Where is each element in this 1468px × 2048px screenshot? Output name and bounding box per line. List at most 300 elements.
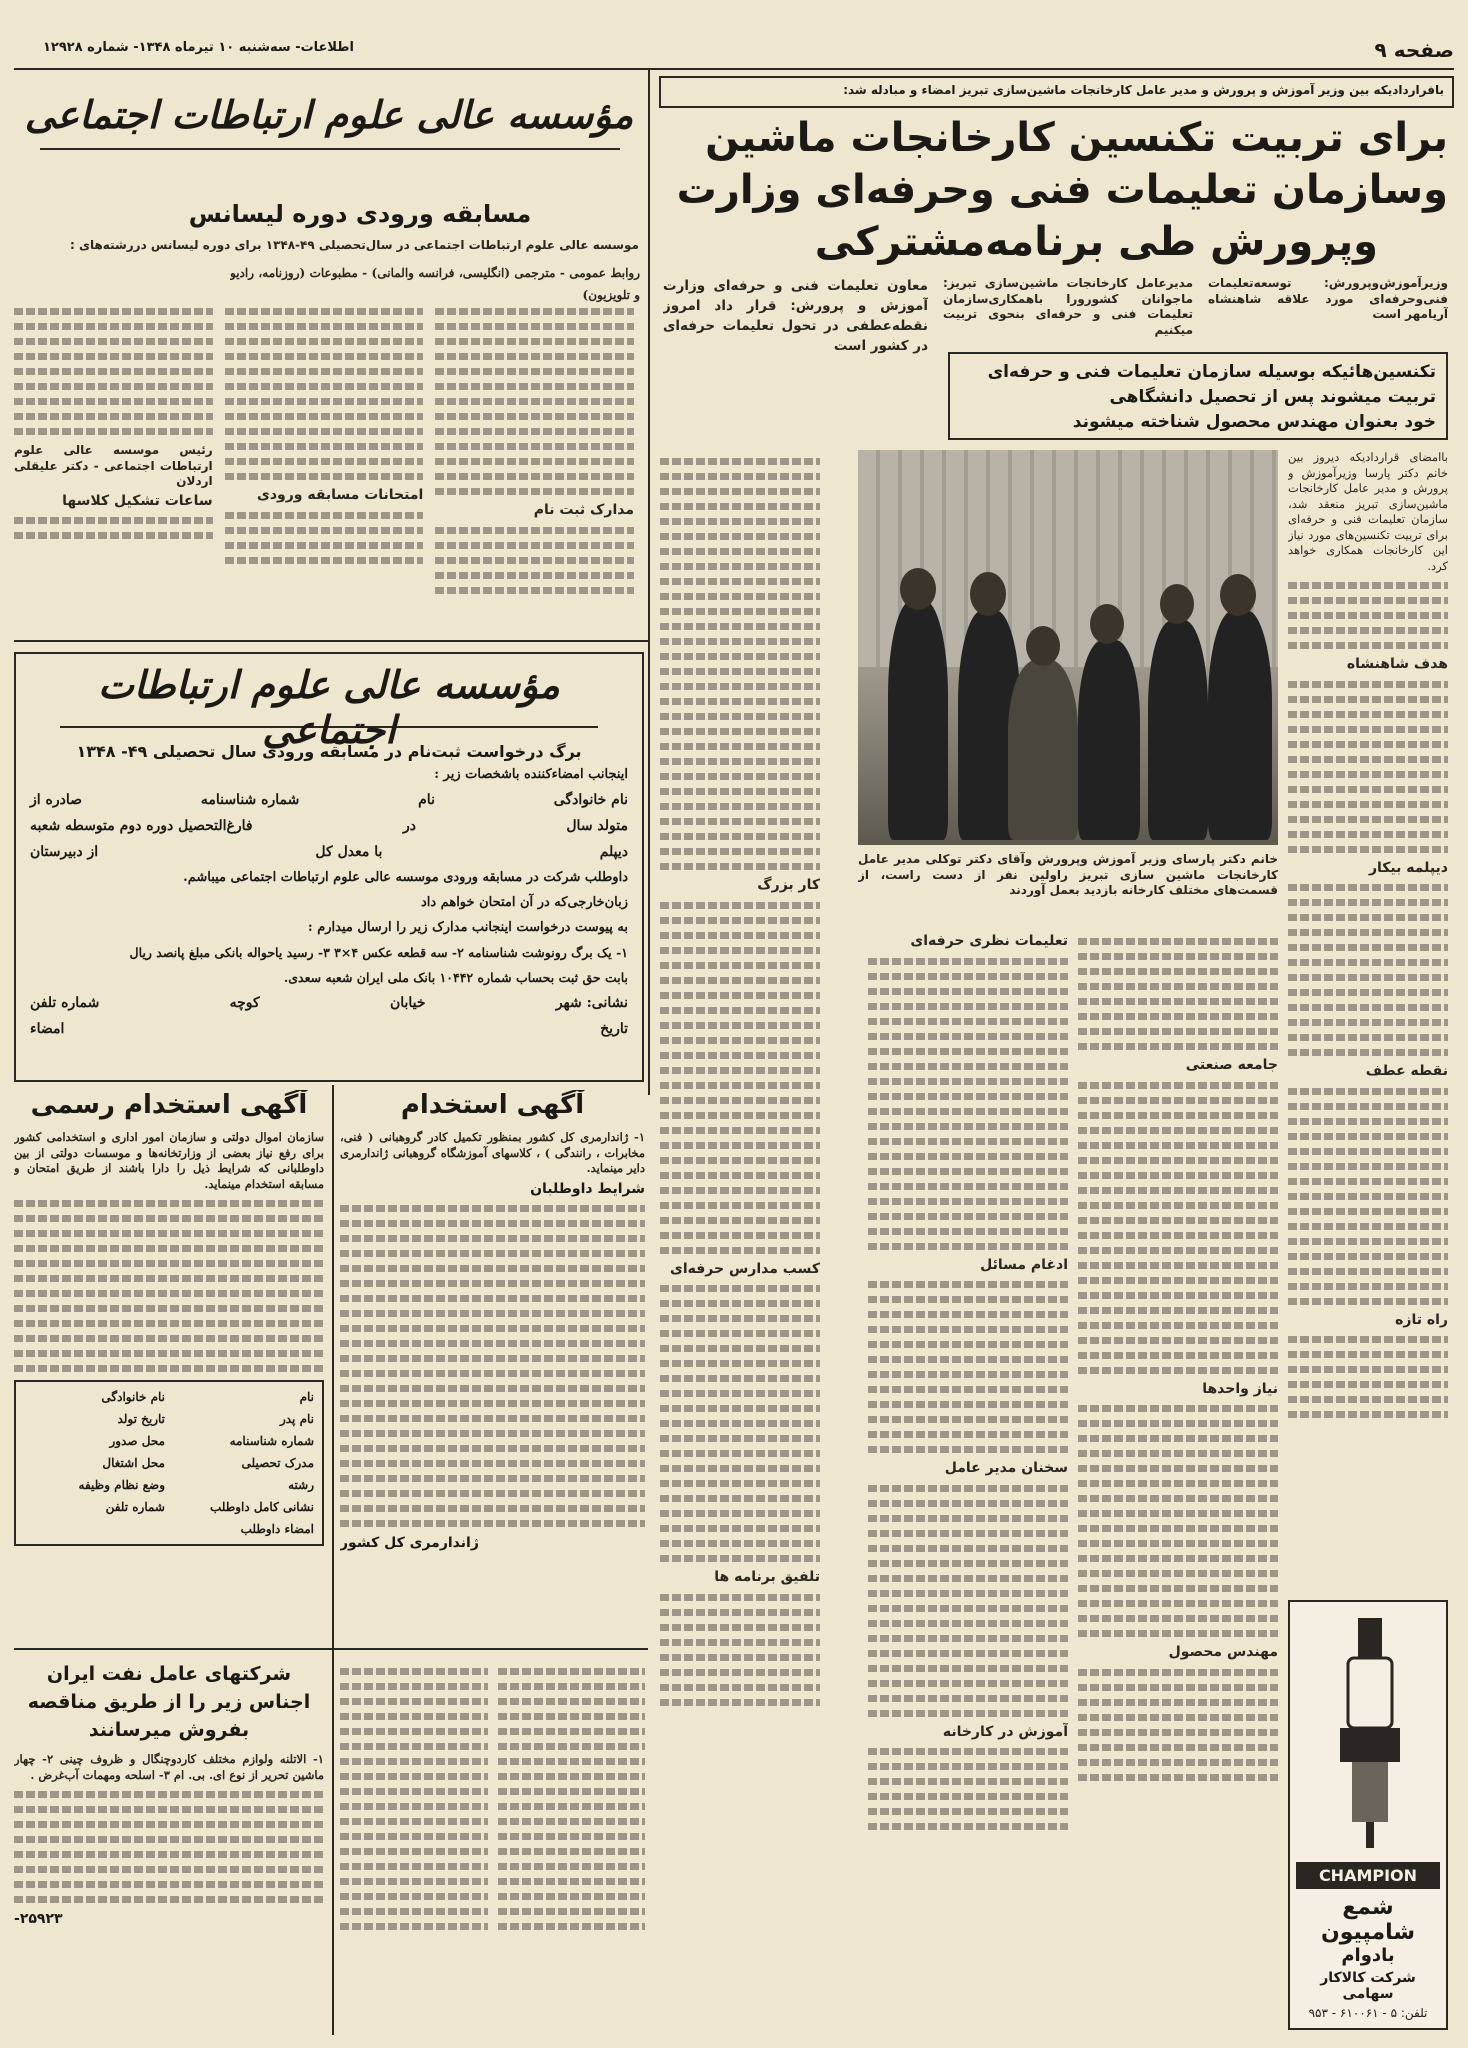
text-line	[14, 1836, 324, 1843]
form-attachments: به پیوست درخواست اینجانب مدارک زیر را ارسال میدارم :	[307, 920, 628, 935]
text-line	[498, 1833, 646, 1840]
text-line	[868, 1123, 1068, 1130]
text-line	[868, 1183, 1068, 1190]
headline-line-2: وسازمان تعلیمات فنی وحرفه‌ای وزارت	[676, 167, 1448, 213]
text-line	[660, 1450, 820, 1457]
text-line	[340, 1908, 488, 1915]
text-line	[660, 1300, 820, 1307]
text-line	[868, 1545, 1068, 1552]
text-line	[868, 1213, 1068, 1220]
text-line	[498, 1683, 646, 1690]
text-line	[660, 758, 820, 765]
form-field-label: مدرک تحصیلی	[241, 1456, 314, 1470]
text-line	[868, 1371, 1068, 1378]
text-line	[1078, 1013, 1278, 1020]
story-intro: باامضای قرارداد‌یکه دیروز بین خانم دکتر پارسا وزیرآموزش و پرورش و مدیر عامل کارخانجات ماشین‌سازی تبریز منعقد شد، سازمان تعلیمات فنی و حرفه‌ای برای تربیت تکنسین‌های مورد نیاز این کارخانجات همکاری خواهد کرد.	[1288, 450, 1448, 573]
headline-line-1: برای تربیت تکنسین کارخانجات ماشین	[705, 115, 1448, 161]
text-line	[14, 1230, 324, 1237]
oil-ad-text: ۱- الاتلنه ولوازم مختلف کاردوچنگال و ظروف چینی ۲- چهار ماشین تحریر از نوع ای. بی. ام ۳- اسلحه ومهمات آب‌غرض .	[14, 1752, 324, 1782]
text-line	[14, 308, 213, 315]
text-line	[660, 1594, 820, 1601]
text-line	[868, 1635, 1068, 1642]
person-head	[900, 568, 936, 610]
bullet-ceo: مدیرعامل کارخانجات ماشین‌سازی تبریز: ماجوانان کشورورا باهمکاری‌سازمان تعلیمات فنی و حرفه‌ای بنحوی تربیت میکنیم	[943, 276, 1193, 337]
text-line	[498, 1923, 646, 1930]
reg-head: مدارک ثبت نام	[533, 502, 634, 518]
text-line	[660, 902, 820, 909]
text-line	[14, 1200, 324, 1207]
text-line	[1288, 1193, 1448, 1200]
text-line	[1288, 786, 1448, 793]
text-line	[1288, 1133, 1448, 1140]
form-field-label: شماره تلفن	[30, 995, 100, 1011]
text-line	[14, 383, 213, 390]
text-line	[225, 557, 424, 564]
text-line	[225, 512, 424, 519]
text-line	[868, 1650, 1068, 1657]
text-line	[660, 917, 820, 924]
text-line	[14, 413, 213, 420]
subhead: آموزش در کارخانه	[942, 1723, 1068, 1740]
text-line	[660, 1037, 820, 1044]
text-line	[868, 958, 1068, 965]
text-line	[1078, 1495, 1278, 1502]
text-line	[1078, 1555, 1278, 1562]
text-line	[660, 743, 820, 750]
oil-ad	[14, 1660, 324, 2030]
text-line	[660, 1202, 820, 1209]
champion-tag: بادوام	[1341, 1945, 1395, 1966]
text-line	[1078, 1367, 1278, 1374]
text-line	[225, 398, 424, 405]
form-declaration: داوطلب شرکت در مسابقه ورودی موسسه عالی علوم ارتباطات اجتماعی میباشم.	[183, 870, 628, 885]
text-line	[225, 323, 424, 330]
text-line	[1078, 1247, 1278, 1254]
subhead: مهندس محصول	[1168, 1644, 1278, 1660]
text-line	[1078, 953, 1278, 960]
text-line	[340, 1280, 645, 1287]
text-line	[1078, 1585, 1278, 1592]
champion-ad	[1288, 1600, 1448, 2030]
form-field-label: شماره شناسنامه	[200, 792, 300, 808]
text-line	[660, 1684, 820, 1691]
text-line	[340, 1878, 488, 1885]
text-line	[340, 1415, 645, 1422]
text-line	[868, 1808, 1068, 1815]
text-line	[1288, 771, 1448, 778]
text-line	[1078, 1669, 1278, 1676]
text-line	[340, 1893, 488, 1900]
text-line	[340, 1668, 488, 1675]
text-line	[660, 1007, 820, 1014]
subhead: تلفیق برنامه ها	[714, 1569, 820, 1585]
text-line	[14, 517, 213, 524]
column-rule	[648, 70, 650, 1095]
text-line	[225, 308, 424, 315]
person-figure	[1148, 620, 1208, 840]
employment-left-title: آگهی استخدام رسمی	[30, 1090, 308, 1120]
text-line	[1078, 1759, 1278, 1766]
text-line	[660, 833, 820, 840]
oil-ad-code: ۲۵۹۲۳-	[14, 1911, 63, 1927]
oil-ad-title: شرکتهای عامل نفت ایران اجناس زیر را از طریق مناقصه بفروش میرسانند	[27, 1663, 311, 1741]
text-line	[1078, 1352, 1278, 1359]
text-line	[868, 1198, 1068, 1205]
text-line	[1078, 1028, 1278, 1035]
text-line	[1078, 998, 1278, 1005]
text-line	[1288, 1208, 1448, 1215]
text-line	[1288, 696, 1448, 703]
subhead: دیپلمه بیکار	[1368, 859, 1448, 876]
text-line	[660, 488, 820, 495]
subhead: کار بزرگ	[757, 877, 820, 893]
form-date-label: تاریخ	[600, 1021, 628, 1037]
text-line	[660, 1609, 820, 1616]
text-line	[225, 458, 424, 465]
text-line	[1078, 1774, 1278, 1781]
text-line	[660, 1420, 820, 1427]
text-line	[660, 788, 820, 795]
text-line	[498, 1818, 646, 1825]
text-line	[868, 1500, 1068, 1507]
text-line	[340, 1848, 488, 1855]
form-field-label: نشانی: شهر	[555, 995, 628, 1011]
text-line	[340, 1520, 645, 1527]
text-line	[14, 1821, 324, 1828]
text-line	[340, 1505, 645, 1512]
text-line	[498, 1863, 646, 1870]
text-line	[1288, 681, 1448, 688]
text-line	[340, 1250, 645, 1257]
form-field-label: شماره شناسنامه	[229, 1434, 314, 1448]
form-field-label: از دبیرستان	[30, 844, 99, 860]
text-line	[660, 1330, 820, 1337]
text-line	[1288, 1381, 1448, 1388]
text-line	[868, 1078, 1068, 1085]
employment-form	[14, 1380, 324, 1546]
text-line	[14, 1866, 324, 1873]
text-line	[1078, 1277, 1278, 1284]
text-line	[660, 1285, 820, 1292]
text-line	[868, 1530, 1068, 1537]
text-line	[660, 578, 820, 585]
text-line	[868, 1416, 1068, 1423]
text-line	[1288, 741, 1448, 748]
text-line	[498, 1848, 646, 1855]
text-line	[435, 527, 634, 534]
subhead: نیاز واحدها	[1202, 1380, 1278, 1397]
spark-plug-icon	[1300, 1608, 1440, 1858]
text-line	[660, 1360, 820, 1367]
ad-top-fields: روابط عمومی - مترجمی (انگلیسی، فرانسه والمانی) - مطبوعات (روزنامه، رادیو و تلویزیون)	[230, 266, 640, 302]
text-line	[1078, 983, 1278, 990]
form-field-label: نشانی کامل داوطلب	[209, 1500, 314, 1514]
text-line	[498, 1698, 646, 1705]
form-field-label: متولد سال	[566, 818, 628, 834]
text-line	[340, 1698, 488, 1705]
text-line	[1078, 1699, 1278, 1706]
text-line	[1288, 756, 1448, 763]
text-line	[1288, 846, 1448, 853]
text-line	[660, 1067, 820, 1074]
ad-top-lead: موسسه عالی علوم ارتباطات اجتماعی در سال‌تحصیلی ۴۹-۱۳۴۸ برای دوره لیسانس دررشته‌های :	[70, 238, 639, 252]
text-line	[660, 593, 820, 600]
text-line	[340, 1310, 645, 1317]
form-field-label: تاریخ تولد	[117, 1412, 165, 1426]
text-line	[340, 1863, 488, 1870]
text-line	[225, 443, 424, 450]
text-line	[14, 1896, 324, 1903]
text-line	[1078, 1127, 1278, 1134]
text-line	[868, 1296, 1068, 1303]
text-line	[1288, 899, 1448, 906]
text-line	[435, 488, 634, 495]
text-line	[868, 1763, 1068, 1770]
story-column-2	[1078, 930, 1278, 2030]
form-field-label: نام خانوادگی	[101, 1390, 165, 1404]
form-sign-label: امضاء	[30, 1021, 65, 1037]
text-line	[660, 668, 820, 675]
text-line	[1288, 1118, 1448, 1125]
form-field-label: دیپلم	[599, 844, 628, 860]
text-line	[1288, 914, 1448, 921]
text-line	[660, 698, 820, 705]
text-line	[435, 323, 634, 330]
text-line	[660, 1082, 820, 1089]
text-line	[435, 572, 634, 579]
issue-line: اطلاعات- سه‌شنبه ۱۰ تیرماه ۱۳۴۸- شماره ۱۲۹۲۸	[42, 40, 354, 55]
text-line	[660, 1112, 820, 1119]
form-field-label: با معدل کل	[315, 844, 383, 860]
text-line	[340, 1713, 488, 1720]
subhead: راه تازه	[1395, 1311, 1448, 1328]
text-line	[660, 1405, 820, 1412]
text-line	[660, 1540, 820, 1547]
text-line	[340, 1445, 645, 1452]
text-line	[435, 458, 634, 465]
text-line	[660, 608, 820, 615]
text-line	[868, 1710, 1068, 1717]
text-line	[660, 1465, 820, 1472]
text-line	[868, 1063, 1068, 1070]
employment-left	[14, 1090, 324, 1640]
text-line	[868, 1138, 1068, 1145]
headline-line-3: وپرورش طی برنامه‌مشترکی	[814, 219, 1378, 265]
bullet-minister: وزیرآموزش‌وپرورش: توسعه‌تعلیمات فنی‌وحرفه‌ای مورد علاقه شاهنشاه آریامهر است	[1208, 276, 1448, 321]
text-line	[1288, 1396, 1448, 1403]
form-field-label: نام	[418, 792, 435, 808]
text-line	[660, 1142, 820, 1149]
text-line	[660, 563, 820, 570]
header-rule	[14, 68, 1454, 70]
text-line	[660, 1247, 820, 1254]
person-head	[1026, 626, 1060, 666]
text-line	[660, 1435, 820, 1442]
employment-right	[340, 1090, 645, 1640]
text-line	[14, 1320, 324, 1327]
text-line	[1078, 1307, 1278, 1314]
text-line	[1288, 1238, 1448, 1245]
text-line	[1288, 627, 1448, 634]
text-line	[868, 1446, 1068, 1453]
person-figure	[1008, 660, 1078, 840]
text-line	[660, 818, 820, 825]
text-line	[868, 1605, 1068, 1612]
text-line	[435, 308, 634, 315]
text-line	[1288, 1223, 1448, 1230]
text-line	[660, 1172, 820, 1179]
person-head	[1160, 584, 1194, 624]
text-line	[498, 1878, 646, 1885]
text-line	[1288, 816, 1448, 823]
text-line	[1288, 597, 1448, 604]
text-line	[435, 353, 634, 360]
text-line	[340, 1728, 488, 1735]
text-line	[14, 1245, 324, 1252]
text-line	[225, 353, 424, 360]
text-line	[660, 932, 820, 939]
text-line	[14, 1881, 324, 1888]
form-row	[30, 792, 628, 808]
ad-top-column	[14, 300, 213, 602]
text-line	[435, 338, 634, 345]
form-ad-title: مؤسسه عالی علوم ارتباطات اجتماعی	[98, 662, 560, 752]
text-line	[660, 623, 820, 630]
employment-right-sign: ژاندارمری کل کشور	[340, 1534, 479, 1551]
person-figure	[888, 600, 948, 840]
text-line	[868, 1033, 1068, 1040]
text-line	[1078, 1480, 1278, 1487]
text-line	[868, 1485, 1068, 1492]
text-line	[1078, 1043, 1278, 1050]
text-line	[660, 1624, 820, 1631]
text-line	[1078, 938, 1278, 945]
text-line	[660, 1022, 820, 1029]
text-line	[340, 1400, 645, 1407]
text-line	[660, 503, 820, 510]
person-head	[970, 572, 1006, 616]
form-field-label: صادره از	[30, 792, 83, 808]
text-line	[1288, 1366, 1448, 1373]
text-line	[1288, 1088, 1448, 1095]
text-line	[340, 1758, 488, 1765]
text-line	[868, 1515, 1068, 1522]
text-line	[340, 1803, 488, 1810]
text-line	[868, 1356, 1068, 1363]
text-line	[1078, 1525, 1278, 1532]
class-head: ساعات تشکیل کلاسها	[62, 492, 213, 509]
text-line	[660, 1157, 820, 1164]
form-row	[30, 844, 628, 860]
title-rule	[40, 148, 620, 150]
subhead: نقطه عطف	[1365, 1063, 1448, 1079]
form-language: زبان‌خارجی‌که در آن امتحان خواهم داد	[420, 895, 628, 910]
text-line	[1078, 1232, 1278, 1239]
subhead: ادغام مسائل	[980, 1256, 1068, 1273]
text-line	[340, 1923, 488, 1930]
text-line	[660, 1495, 820, 1502]
highlight-line-1: تکنسین‌هائیکه بوسیله سازمان تعلیمات فنی و حرفه‌ای	[987, 362, 1436, 382]
subhead: کسب مدارس حرفه‌ای	[670, 1260, 820, 1277]
form-payment: بابت حق ثبت بحساب شماره ۱۰۴۴۲ بانک ملی ایران شعبه سعدی.	[283, 970, 628, 985]
form-footer	[30, 1021, 628, 1037]
text-line	[660, 1315, 820, 1322]
text-line	[340, 1460, 645, 1467]
text-line	[14, 1290, 324, 1297]
text-line	[1078, 1630, 1278, 1637]
form-field-label: نام خانوادگی	[553, 792, 628, 808]
text-line	[225, 338, 424, 345]
text-line	[1288, 1103, 1448, 1110]
text-line	[1288, 582, 1448, 589]
text-line	[868, 1680, 1068, 1687]
text-line	[660, 1669, 820, 1676]
text-line	[868, 1665, 1068, 1672]
bottom-column	[340, 1660, 488, 1938]
text-line	[1288, 1049, 1448, 1056]
text-line	[660, 1699, 820, 1706]
text-line	[225, 542, 424, 549]
text-line	[1078, 1729, 1278, 1736]
employment-left-text: سازمان اموال دولتی و سازمان امور اداری و استخدامی کشور برای رفع نیاز بعضی از وزارتخانه‌ها و موسسات دولتی از بین داوطلبانی که شرایط ذیل را دارا باشند از طریق امتحان و مسابقه استخدام مینماید.	[14, 1130, 324, 1191]
text-line	[660, 1639, 820, 1646]
news-photo	[858, 450, 1278, 845]
text-line	[498, 1728, 646, 1735]
story-kicker: بافرارداد‌یکه بین وزیر آموزش و پرورش و مدیر عامل کارخانجات ماشین‌سازی تبریز امضاء و مبادله شد:	[659, 76, 1454, 108]
text-line	[14, 323, 213, 330]
subhead: سخنان مدیر عامل	[944, 1460, 1068, 1476]
text-line	[340, 1295, 645, 1302]
text-line	[435, 428, 634, 435]
text-line	[1288, 1283, 1448, 1290]
text-line	[1078, 1600, 1278, 1607]
text-line	[868, 1695, 1068, 1702]
text-line	[660, 962, 820, 969]
text-line	[868, 1341, 1068, 1348]
text-line	[868, 1153, 1068, 1160]
text-line	[660, 1232, 820, 1239]
text-line	[660, 1510, 820, 1517]
text-line	[660, 1654, 820, 1661]
text-line	[1288, 929, 1448, 936]
text-line	[1078, 1187, 1278, 1194]
champion-brand: CHAMPION	[1296, 1862, 1440, 1889]
text-line	[1288, 1004, 1448, 1011]
text-line	[868, 1431, 1068, 1438]
text-line	[340, 1743, 488, 1750]
text-line	[498, 1713, 646, 1720]
text-line	[1078, 1262, 1278, 1269]
text-line	[868, 1108, 1068, 1115]
text-line	[660, 533, 820, 540]
text-line	[340, 1773, 488, 1780]
ad-top-body	[14, 300, 634, 630]
text-line	[660, 1375, 820, 1382]
text-line	[1078, 1202, 1278, 1209]
text-line	[1288, 831, 1448, 838]
text-line	[660, 713, 820, 720]
text-line	[435, 587, 634, 594]
text-line	[1078, 1142, 1278, 1149]
exam-head: امتحانات مسابقه ورودی	[256, 487, 424, 503]
person-figure	[1078, 640, 1140, 840]
form-field-label: امضاء داوطلب	[240, 1522, 314, 1536]
text-line	[1078, 1172, 1278, 1179]
text-line	[1078, 968, 1278, 975]
text-line	[435, 443, 634, 450]
text-line	[1078, 1097, 1278, 1104]
bottom-column	[498, 1660, 646, 1938]
